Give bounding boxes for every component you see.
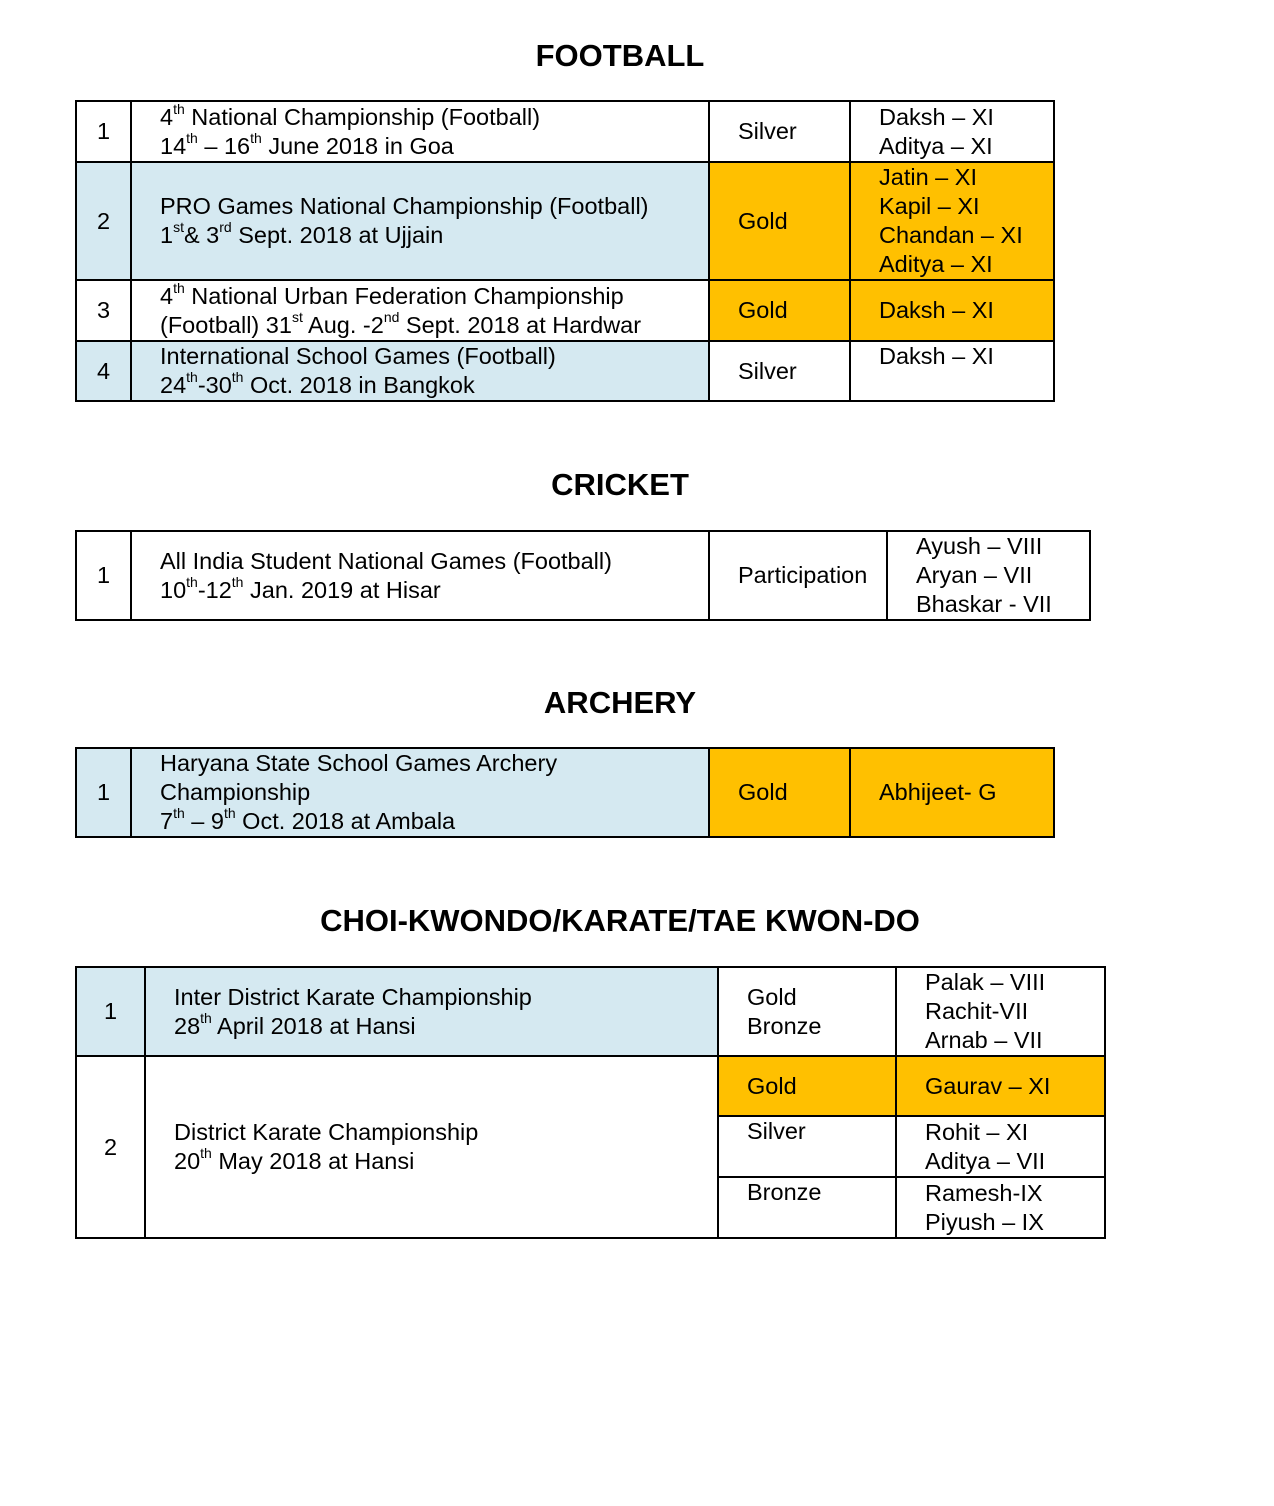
players-cell: Ramesh-IX Piyush – IX	[896, 1177, 1105, 1238]
cricket-heading: CRICKET	[551, 467, 689, 502]
row-number: 1	[76, 967, 145, 1056]
table-row	[76, 1056, 1105, 1116]
football-heading: FOOTBALL	[535, 38, 705, 73]
medal-cell: Silver	[709, 101, 850, 162]
players-cell: Ayush – VIII Aryan – VII Bhaskar - VII	[887, 531, 1090, 620]
table-row	[76, 101, 1054, 162]
medal-cell: Gold	[709, 162, 850, 280]
row-number: 1	[76, 101, 131, 162]
players-cell: Daksh – XI	[850, 280, 1054, 341]
row-number: 1	[76, 748, 131, 837]
event-cell: 4th National Urban Federation Championship (Football) 31st Aug. -2nd Sept. 2018 at Hardwar	[131, 280, 709, 341]
table-row	[76, 748, 1054, 837]
archery-heading: ARCHERY	[543, 685, 697, 720]
table-row	[76, 341, 1054, 401]
event-cell: Inter District Karate Championship 28th April 2018 at Hansi	[145, 967, 718, 1056]
event-cell: PRO Games National Championship (Football) 1st& 3rd Sept. 2018 at Ujjain	[131, 162, 709, 280]
players-cell: Daksh – XI	[850, 341, 1054, 401]
row-number: 3	[76, 280, 131, 341]
players-cell: Jatin – XI Kapil – XI Chandan – XI Aditya – XI	[850, 162, 1054, 280]
medal-cell: Silver	[718, 1116, 896, 1177]
event-cell: International School Games (Football) 24th-30th Oct. 2018 in Bangkok	[131, 341, 709, 401]
event-cell: All India Student National Games (Football) 10th-12th Jan. 2019 at Hisar	[131, 531, 709, 620]
row-number: 2	[76, 162, 131, 280]
table-row	[76, 531, 1090, 620]
table-row	[76, 162, 1054, 280]
row-number: 4	[76, 341, 131, 401]
medal-cell: Gold	[709, 280, 850, 341]
row-number: 2	[76, 1056, 145, 1238]
event-cell: 4th National Championship (Football) 14th – 16th June 2018 in Goa	[131, 101, 709, 162]
medal-cell: Bronze	[718, 1177, 896, 1238]
cricket-table	[75, 530, 1091, 621]
players-cell: Palak – VIII Rachit-VII Arnab – VII	[896, 967, 1105, 1056]
medal-cell: Silver	[709, 341, 850, 401]
players-cell: Gaurav – XI	[896, 1056, 1105, 1116]
football-table	[75, 100, 1055, 402]
karate-heading: CHOI-KWONDO/KARATE/TAE KWON-DO	[320, 903, 920, 938]
archery-table	[75, 747, 1055, 838]
row-number: 1	[76, 531, 131, 620]
table-row	[76, 280, 1054, 341]
event-cell: District Karate Championship 20th May 2018 at Hansi	[145, 1056, 718, 1238]
karate-table	[75, 966, 1106, 1239]
players-cell: Rohit – XI Aditya – VII	[896, 1116, 1105, 1177]
medal-cell: Gold	[718, 1056, 896, 1116]
players-cell: Daksh – XI Aditya – XI	[850, 101, 1054, 162]
players-cell: Abhijeet- G	[850, 748, 1054, 837]
event-cell: Haryana State School Games Archery Championship 7th – 9th Oct. 2018 at Ambala	[131, 748, 709, 837]
medal-cell: Participation	[709, 531, 887, 620]
medal-cell: Gold	[709, 748, 850, 837]
medal-cell: Gold Bronze	[718, 967, 896, 1056]
table-row	[76, 967, 1105, 1056]
